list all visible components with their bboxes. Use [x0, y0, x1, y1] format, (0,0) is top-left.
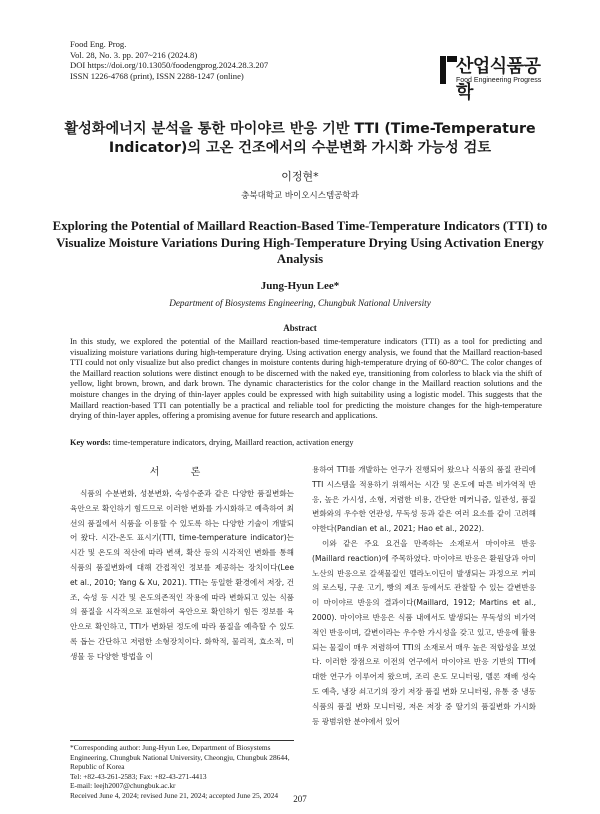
journal-logo	[440, 52, 550, 103]
korean-title: 활성화에너지 분석을 통한 마이야르 반응 기반 TTI (Time-Temperature Indicator)의 고온 건조에서의 수분변화 가시화 가능성 검토	[64, 121, 536, 156]
abstract-body: In this study, we explored the potential of the Maillard reaction-based time-temperature indicators (TTI) as a tool for predicting and visualizing moisture variations during high-temperature drying. Using activation energy analysis, we found that the Maillard reaction-based TTI could not only visualize but also predict changes in moisture contents during high-temperature drying of 60-80°C. The color changes of the Maillard reaction solutions were distinct enough to be discerned with the naked eye, transitioning from colorless to black via the shift of yellow, light brown, brown, and dark brown. The dynamic characteristics for the color change in the Maillard reaction solutions and the moisture changes in the drying of thin-layer apples could be expressed with high suitability using a logistic model. This suggests that the Maillard reaction-based TTI can potentially be a practical and reliable tool for predicting the moisture changes for the high-temperature drying of thin-layer apples, offering a promising avenue for future research and applications.	[70, 337, 542, 421]
journal-meta	[70, 39, 268, 81]
corresponding-author: *Corresponding author: Jung-Hyun Lee, Department of Biosystems Engineering, Chungbuk National University, Cheongju, Chungbuk 28644, Republic of Korea	[70, 743, 290, 772]
journal-doi: DOI https://doi.org/10.13050/foodengprog.2024.28.3.207	[70, 60, 269, 71]
english-title: Exploring the Potential of Maillard Reaction-Based Time-Temperature Indicators (TTI) to Visualize Moisture Variations During High-Temperature Drying Using Activation Energy Analysis	[52, 219, 548, 266]
journal-name: Food Eng. Prog.	[70, 39, 127, 49]
keywords	[70, 438, 542, 447]
body-paragraph: 용하여 TTI를 개발하는 연구가 진행되어 왔으나 식품의 품질 관리에 TTI 시스템을 적용하기 위해서는 시간 및 온도에 따른 비가역적 반응, 높은 가시성, 소형, 저렴한 비용, 간단한 메커니즘, 일관성, 품질 변화와의 우수한 연관성, 무독성 등과 같은 여러 요소를 같이 고려해야한다(Pandian et al., 2021; Hao et al., 2022).	[312, 465, 536, 534]
english-affiliation: Department of Biosystems Engineering, Chungbuk National University	[169, 298, 431, 308]
page-number: 207	[293, 794, 307, 804]
logo-subtitle: Food Engineering Progress	[456, 77, 542, 84]
footnote	[70, 743, 300, 801]
korean-author: 이정현*	[281, 170, 319, 183]
body-paragraph: 이와 같은 주요 요건을 만족하는 소재로서 마이야르 반응(Maillard reaction)에 주목하였다. 마이야르 반응은 환원당과 아미노산의 반응으로 갈색물질인 멜라노이딘이 발생되는 과정으로 커피의 로스팅, 구운 고기, 빵의 제조 등에서도 관찰할 수 있는 갈변반응이 마이야르 반응의 결과이다(Maillard, 1912; Martins et al., 2000). 마이야르 반응은 식품 내에서도 발생되는 무독성의 비가역적인 반응이며, 갈변이라는 우수한 가시성을 갖고 있고, 반응에 활용되는 물질이 매우 저렴하여 TTI의 소재로서 매우 높은 적합성을 보였다. 이러한 장점으로 이전의 연구에서 마이야르 반응 기반의 TTI에 대한 연구가 이루어져 왔으며, 조리 온도 모니터링, 멜론 재배 성숙도 예측, 냉장 쇠고기의 장기 저장 품질 변화 모니터링, 유통 중 냉동식품의 품질 변화 모니터링, 저온 저장 중 딸기의 품질변화 가시화 등 광범위한 분야에서 있어	[312, 538, 536, 726]
journal-volume: Vol. 28, No. 3. pp. 207~216 (2024.8)	[70, 49, 198, 60]
keywords-list: time-temperature indicators, drying, Maillard reaction, activation energy	[112, 438, 354, 447]
body-paragraph: 식품의 수분변화, 성분변화, 숙성수준과 같은 다양한 품질변화는 육안으로 확인하기 힘드므로 이러한 변화를 가시화하고 예측하여 최선의 품질에서 식품을 이용할 수 있도록 하는 다양한 기술이 개발되어 왔다. 시간-온도 표시기(TTI, time-temperature indicator)는 시간 및 온도의 적산에 따라 변색, 확산 등의 시각적인 변화를 통해 식품의 품질변화에 대해 간접적인 정보를 제공하는 장치이다(Lee et al., 2010; Yang & Xu, 2021). TTI는 동일한 환경에서 저장, 건조, 숙성 등 시간 및 온도의존적인 작용에 따라 변화되고 있는 식품의 품질을 시각적으로 표현하여 육안으로 확인하기 힘든 정보를 육안으로 확인하고, TTI가 변화된 정도에 따라 품질을 예측할 수 있도록 돕는 간단하고 저렴한 소형장치이다. 화학적, 물리적, 효소적, 미생물 등 다양한 방법을 이	[70, 489, 294, 661]
logo-mark-icon	[440, 56, 446, 84]
english-author: Jung-Hyun Lee*	[260, 280, 340, 292]
logo-title: 산업식품공학	[456, 56, 541, 103]
abstract-heading: Abstract	[283, 323, 317, 333]
keywords-label: Key words:	[70, 438, 111, 447]
section-heading: 서 론	[149, 467, 215, 478]
received-dates: Received June 4, 2024; revised June 21, 2024; accepted June 25, 2024	[70, 790, 279, 800]
korean-affiliation: 충북대학교 바이오시스템공학과	[241, 191, 359, 201]
footnote-divider	[70, 740, 294, 741]
contact-email: E-mail: leejh2007@chungbuk.ac.kr	[70, 781, 176, 791]
body-left-column	[70, 463, 294, 733]
journal-issn: ISSN 1226-4768 (print), ISSN 2288-1247 (online)	[70, 70, 244, 81]
contact-phone: Tel: +82-43-261-2583; Fax: +82-43-271-4413	[70, 771, 207, 781]
body-right-column	[312, 463, 536, 793]
